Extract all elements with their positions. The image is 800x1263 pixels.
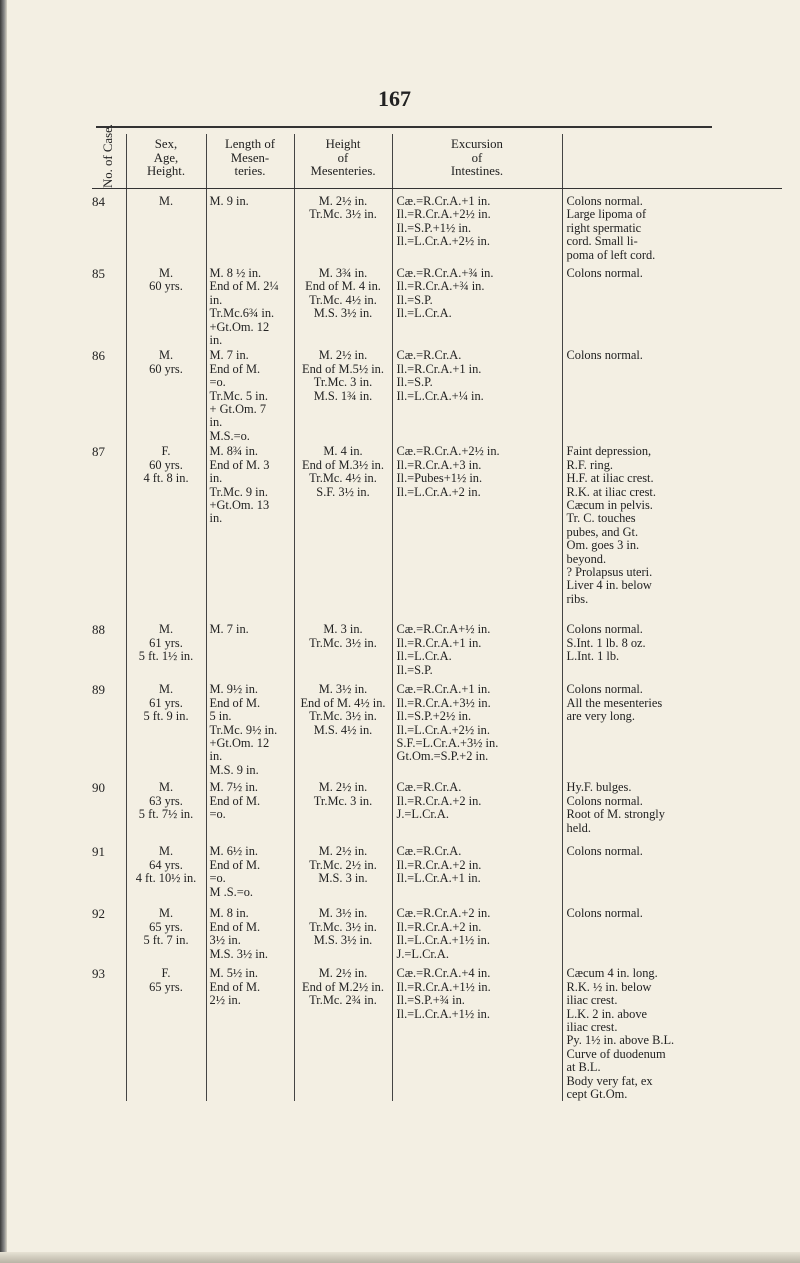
intestine-excursion: Cæ.=R.Cr.A. Il.=R.Cr.A.+2 in. J.=L.Cr.A. <box>392 779 562 843</box>
header-case-number-label: No. of Case. <box>101 124 115 188</box>
mesentery-length: M. 5½ in. End of M. 2½ in. <box>206 965 294 1101</box>
page-binding-edge <box>0 0 7 1263</box>
mesentery-height: M. 3 in. Tr.Mc. 3½ in. <box>294 621 392 681</box>
case-number: 88 <box>92 621 126 681</box>
intestine-excursion: Cæ.=R.Cr.A. Il.=R.Cr.A.+2 in. Il.=L.Cr.A.+1 in. <box>392 843 562 905</box>
table-row <box>92 621 782 681</box>
mesentery-height: M. 3½ in. Tr.Mc. 3½ in. M.S. 3½ in. <box>294 905 392 965</box>
table-row <box>92 265 782 347</box>
mesentery-length: M. 9 in. <box>206 189 294 266</box>
header-height-mesenteries <box>294 134 392 189</box>
table-row <box>92 347 782 443</box>
remarks: Cæcum 4 in. long. R.K. ½ in. below iliac crest. L.K. 2 in. above iliac crest. Py. 1½ in. above B.L. Curve of duodenum at B.L. Body very fat, ex cept Gt.Om. <box>566 966 675 1101</box>
sex-age-height: M. 65 yrs. 5 ft. 7 in. <box>126 905 206 965</box>
table-row <box>92 779 782 843</box>
sex-age-height: M. 63 yrs. 5 ft. 7½ in. <box>126 779 206 843</box>
mesentery-height: M. 3½ in. End of M. 4½ in. Tr.Mc. 3½ in. M.S. 4½ in. <box>294 681 392 779</box>
remarks: Colons normal. <box>566 266 643 280</box>
header-sex-age-height <box>126 134 206 189</box>
intestine-excursion: Cæ.=R.Cr.A.+2 in. Il.=R.Cr.A.+2 in. Il.=L.Cr.A.+1½ in. J.=L.Cr.A. <box>392 905 562 965</box>
sex-age-height: M. <box>126 189 206 266</box>
mesentery-height: M. 2½ in. End of M.2½ in. Tr.Mc. 2¾ in. <box>294 965 392 1101</box>
intestine-excursion: Cæ.=R.Cr.A.+4 in. Il.=R.Cr.A.+1½ in. Il.=S.P.+¾ in. Il.=L.Cr.A.+1½ in. <box>392 965 562 1101</box>
header-length-mesenteries <box>206 134 294 189</box>
header-case-number <box>92 124 126 189</box>
mesentery-length: M. 7 in. End of M. =o. Tr.Mc. 5 in. + Gt.Om. 7 in. M.S.=o. <box>206 347 294 443</box>
case-number: 91 <box>92 843 126 905</box>
intestine-excursion: Cæ.=R.Cr.A. Il.=R.Cr.A.+1 in. Il.=S.P. Il.=L.Cr.A.+¼ in. <box>392 347 562 443</box>
sex-age-height: M. 60 yrs. <box>126 265 206 347</box>
top-rule <box>96 126 712 128</box>
table-row <box>92 905 782 965</box>
intestine-excursion: Cæ.=R.Cr.A.+1 in. Il.=R.Cr.A.+3½ in. Il.=S.P.+2½ in. Il.=L.Cr.A.+2½ in. S.F.=L.Cr.A.+3½ in. Gt.Om.=S.P.+2 in. <box>392 681 562 779</box>
sex-age-height: M. 61 yrs. 5 ft. 9 in. <box>126 681 206 779</box>
remarks: Colons normal. <box>566 844 643 859</box>
case-number: 93 <box>92 965 126 1101</box>
case-table <box>92 124 782 1101</box>
case-number: 84 <box>92 189 126 266</box>
header-length-mesenteries-label: Length of Mesen- teries. <box>224 137 276 178</box>
sex-age-height: M. 60 yrs. <box>126 347 206 443</box>
sex-age-height: F. 60 yrs. 4 ft. 8 in. <box>126 443 206 621</box>
sex-age-height: M. 61 yrs. 5 ft. 1½ in. <box>126 621 206 681</box>
remarks: Colons normal. S.Int. 1 lb. 8 oz. L.Int. 1 lb. <box>566 622 646 664</box>
mesentery-height: M. 2½ in. Tr.Mc. 2½ in. M.S. 3 in. <box>294 843 392 905</box>
header-excursion-label: Excursion of Intestines. <box>450 137 504 178</box>
header-row <box>92 134 782 189</box>
remarks: Colons normal. Large lipoma of right spermatic cord. Small li- poma of left cord. <box>566 194 656 262</box>
table-row <box>92 681 782 779</box>
header-excursion-intestines <box>392 134 562 189</box>
remarks: Colons normal. <box>566 348 643 363</box>
mesentery-height: M. 3¾ in. End of M. 4 in. Tr.Mc. 4½ in. M.S. 3½ in. <box>294 265 392 347</box>
remarks: Faint depression, R.F. ring. H.F. at iliac crest. R.K. at iliac crest. Cæcum in pelvis. Tr. C. touches pubes, and Gt. Om. goes 3 in. beyond. ? Prolapsus uteri. Liver 4 in. below ribs. <box>566 444 656 606</box>
mesentery-length: M. 7 in. <box>206 621 294 681</box>
table-row <box>92 443 782 621</box>
intestine-excursion: Cæ.=R.Cr.A.+1 in. Il.=R.Cr.A.+2½ in. Il.=S.P.+1½ in. Il.=L.Cr.A.+2½ in. <box>392 189 562 266</box>
header-sex-age-height-label: Sex, Age, Height. <box>146 137 186 178</box>
sex-age-height: F. 65 yrs. <box>126 965 206 1101</box>
mesentery-length: M. 6½ in. End of M. =o. M .S.=o. <box>206 843 294 905</box>
mesentery-height: M. 2½ in. Tr.Mc. 3½ in. <box>294 189 392 266</box>
remarks: Colons normal. All the mesenteries are very long. <box>566 682 663 724</box>
case-number: 89 <box>92 681 126 779</box>
mesentery-height: M. 2½ in. Tr.Mc. 3 in. <box>294 779 392 843</box>
header-remarks <box>562 134 782 189</box>
page-bottom-edge <box>0 1252 800 1263</box>
case-number: 92 <box>92 905 126 965</box>
mesentery-length: M. 8 in. End of M. 3½ in. M.S. 3½ in. <box>206 905 294 965</box>
case-number: 90 <box>92 779 126 843</box>
table-row <box>92 965 782 1101</box>
intestine-excursion: Cæ.=R.Cr.A.+2½ in. Il.=R.Cr.A.+3 in. Il.=Pubes+1½ in. Il.=L.Cr.A.+2 in. <box>392 443 562 621</box>
case-number: 85 <box>92 265 126 347</box>
mesentery-length: M. 8¾ in. End of M. 3 in. Tr.Mc. 9 in. +Gt.Om. 13 in. <box>206 443 294 621</box>
table-row <box>92 189 782 266</box>
mesentery-length: M. 8 ½ in. End of M. 2¼ in. Tr.Mc.6¾ in. +Gt.Om. 12 in. <box>206 265 294 347</box>
case-number: 86 <box>92 347 126 443</box>
remarks: Colons normal. <box>566 906 643 921</box>
intestine-excursion: Cæ.=R.Cr.A+½ in. Il.=R.Cr.A.+1 in. Il.=L.Cr.A. Il.=S.P. <box>392 621 562 681</box>
case-number: 87 <box>92 443 126 621</box>
remarks: Hy.F. bulges. Colons normal. Root of M. strongly held. <box>566 780 665 835</box>
mesentery-height: M. 2½ in. End of M.5½ in. Tr.Mc. 3 in. M.S. 1¾ in. <box>294 347 392 443</box>
intestine-excursion: Cæ.=R.Cr.A.+¾ in. Il.=R.Cr.A.+¾ in. Il.=S.P. Il.=L.Cr.A. <box>392 265 562 347</box>
page-number: 167 <box>378 86 411 111</box>
mesentery-height: M. 4 in. End of M.3½ in. Tr.Mc. 4½ in. S.F. 3½ in. <box>294 443 392 621</box>
header-height-mesenteries-label: Height of Mesenteries. <box>310 137 376 178</box>
mesentery-length: M. 7½ in. End of M. =o. <box>206 779 294 843</box>
mesentery-length: M. 9½ in. End of M. 5 in. Tr.Mc. 9½ in. +Gt.Om. 12 in. M.S. 9 in. <box>206 681 294 779</box>
table-row <box>92 843 782 905</box>
sex-age-height: M. 64 yrs. 4 ft. 10½ in. <box>126 843 206 905</box>
